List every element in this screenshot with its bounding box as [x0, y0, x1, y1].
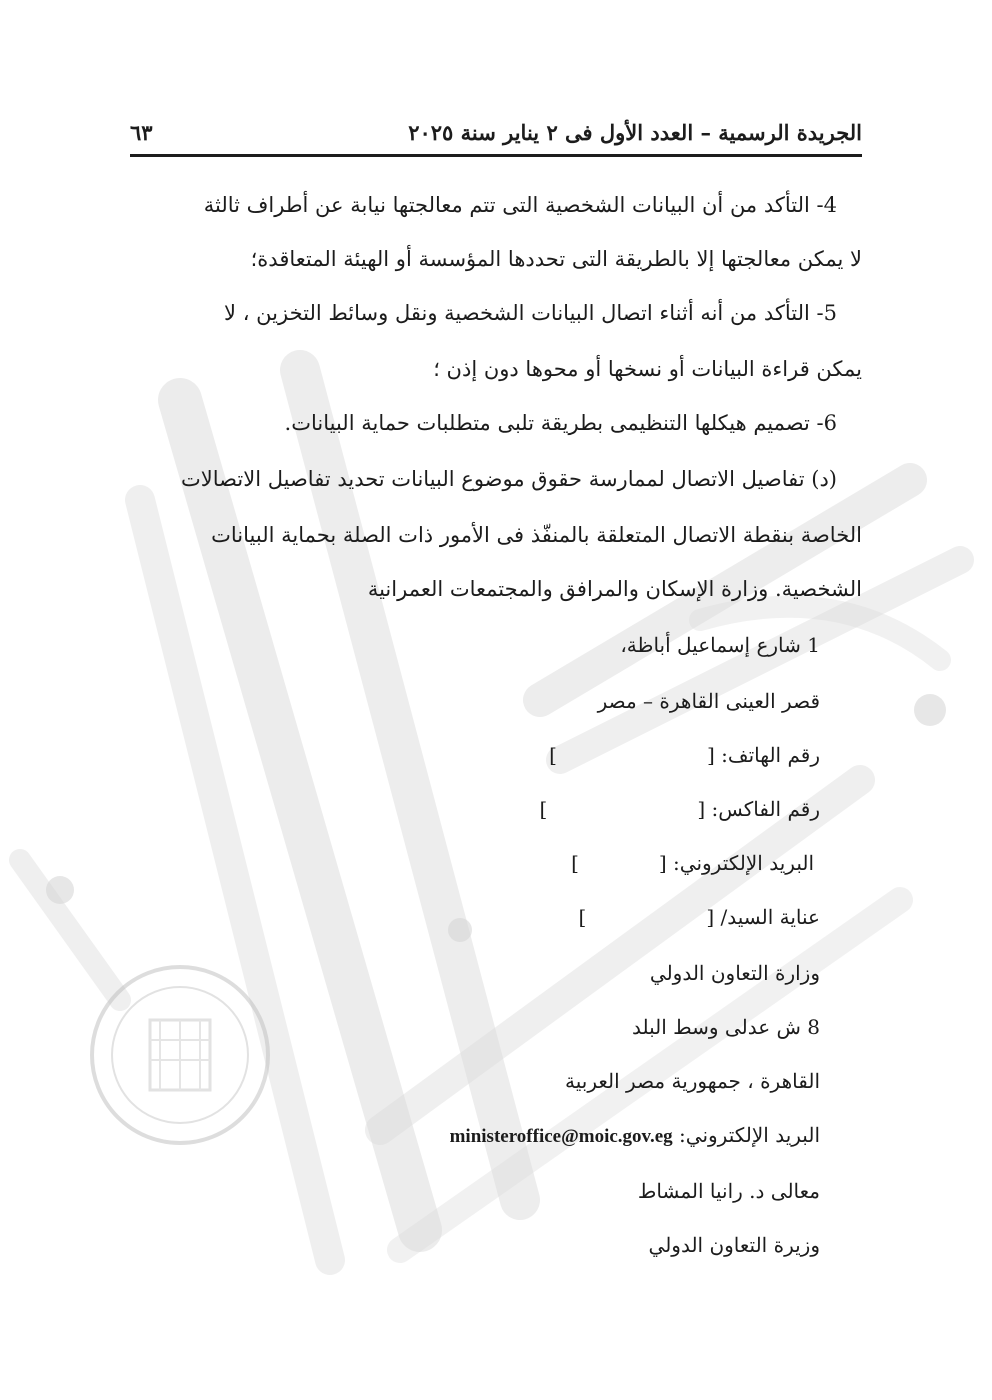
header-divider: [130, 154, 862, 157]
item-4-line-2: لا يمكن معالجتها إلا بالطريقة التى تحددها المؤسسة أو الهيئة المتعاقدة؛: [250, 247, 862, 271]
fax-close-bracket: ]: [539, 797, 548, 821]
page-number: ٦٣: [130, 119, 153, 145]
phone-label: رقم الهاتف: [: [706, 743, 820, 767]
header-title: الجريدة الرسمية – العدد الأول فى ٢ يناير سنة ٢٠٢٥: [408, 119, 862, 145]
cooperation-attention: معالى د. رانيا المشاط: [637, 1179, 820, 1203]
watermark-dot: [914, 694, 946, 726]
email-label: البريد الإلكتروني: [: [658, 851, 814, 875]
para-d-line-1: (د) تفاصيل الاتصال لممارسة حقوق موضوع البيانات تحديد تفاصيل الاتصالات: [181, 467, 837, 491]
attention-close-bracket: ]: [578, 905, 587, 929]
item-5-line-1: 5- التأكد من أنه أثناء اتصال البيانات الشخصية ونقل وسائط التخزين ، لا: [224, 301, 837, 325]
fax-field: [130, 794, 820, 824]
cooperation-email-row: [130, 1120, 820, 1152]
phone-close-bracket: ]: [549, 743, 557, 767]
item-5-line-2: يمكن قراءة البيانات أو نسخها أو محوها دون إذن ؛: [433, 357, 862, 381]
watermark-stroke: [20, 860, 120, 1000]
attention-label: عناية السيد/ [: [706, 905, 820, 929]
para-d-line-2: الخاصة بنقطة الاتصال المتعلقة بالمنفّذ فى الأمور ذات الصلة بحماية البيانات: [211, 523, 862, 547]
cooperation-email-label: البريد الإلكتروني:: [679, 1123, 820, 1147]
cooperation-ministry: وزارة التعاون الدولي: [649, 961, 820, 985]
para-d-line-3: الشخصية. وزارة الإسكان والمرافق والمجتمعات العمرانية: [367, 577, 862, 601]
email-close-bracket: ]: [571, 851, 579, 875]
cooperation-city: القاهرة ، جمهورية مصر العربية: [565, 1069, 820, 1093]
phone-field: [130, 740, 820, 770]
email-field: [130, 848, 814, 878]
housing-street: 1 شارع إسماعيل أباظة،: [620, 633, 820, 657]
housing-district: قصر العينى القاهرة – مصر: [597, 689, 820, 713]
stamp-seal: [92, 967, 268, 1143]
fax-label: رقم الفاكس: [: [697, 797, 820, 821]
page-header: [130, 112, 862, 152]
item-4-line-1: 4- التأكد من أن البيانات الشخصية التى تتم معالجتها نيابة عن أطراف ثالثة: [203, 193, 837, 217]
cooperation-street: 8 ش عدلى وسط البلد: [632, 1015, 820, 1039]
item-6: 6- تصميم هيكلها التنظيمى بطريقة تلبى متطلبات حماية البيانات.: [284, 411, 837, 435]
minister-title: وزيرة التعاون الدولي: [648, 1233, 820, 1257]
cooperation-email[interactable]: ministeroffice@moic.gov.eg: [449, 1126, 673, 1147]
watermark-dot: [46, 876, 74, 904]
attention-field: [130, 902, 820, 932]
